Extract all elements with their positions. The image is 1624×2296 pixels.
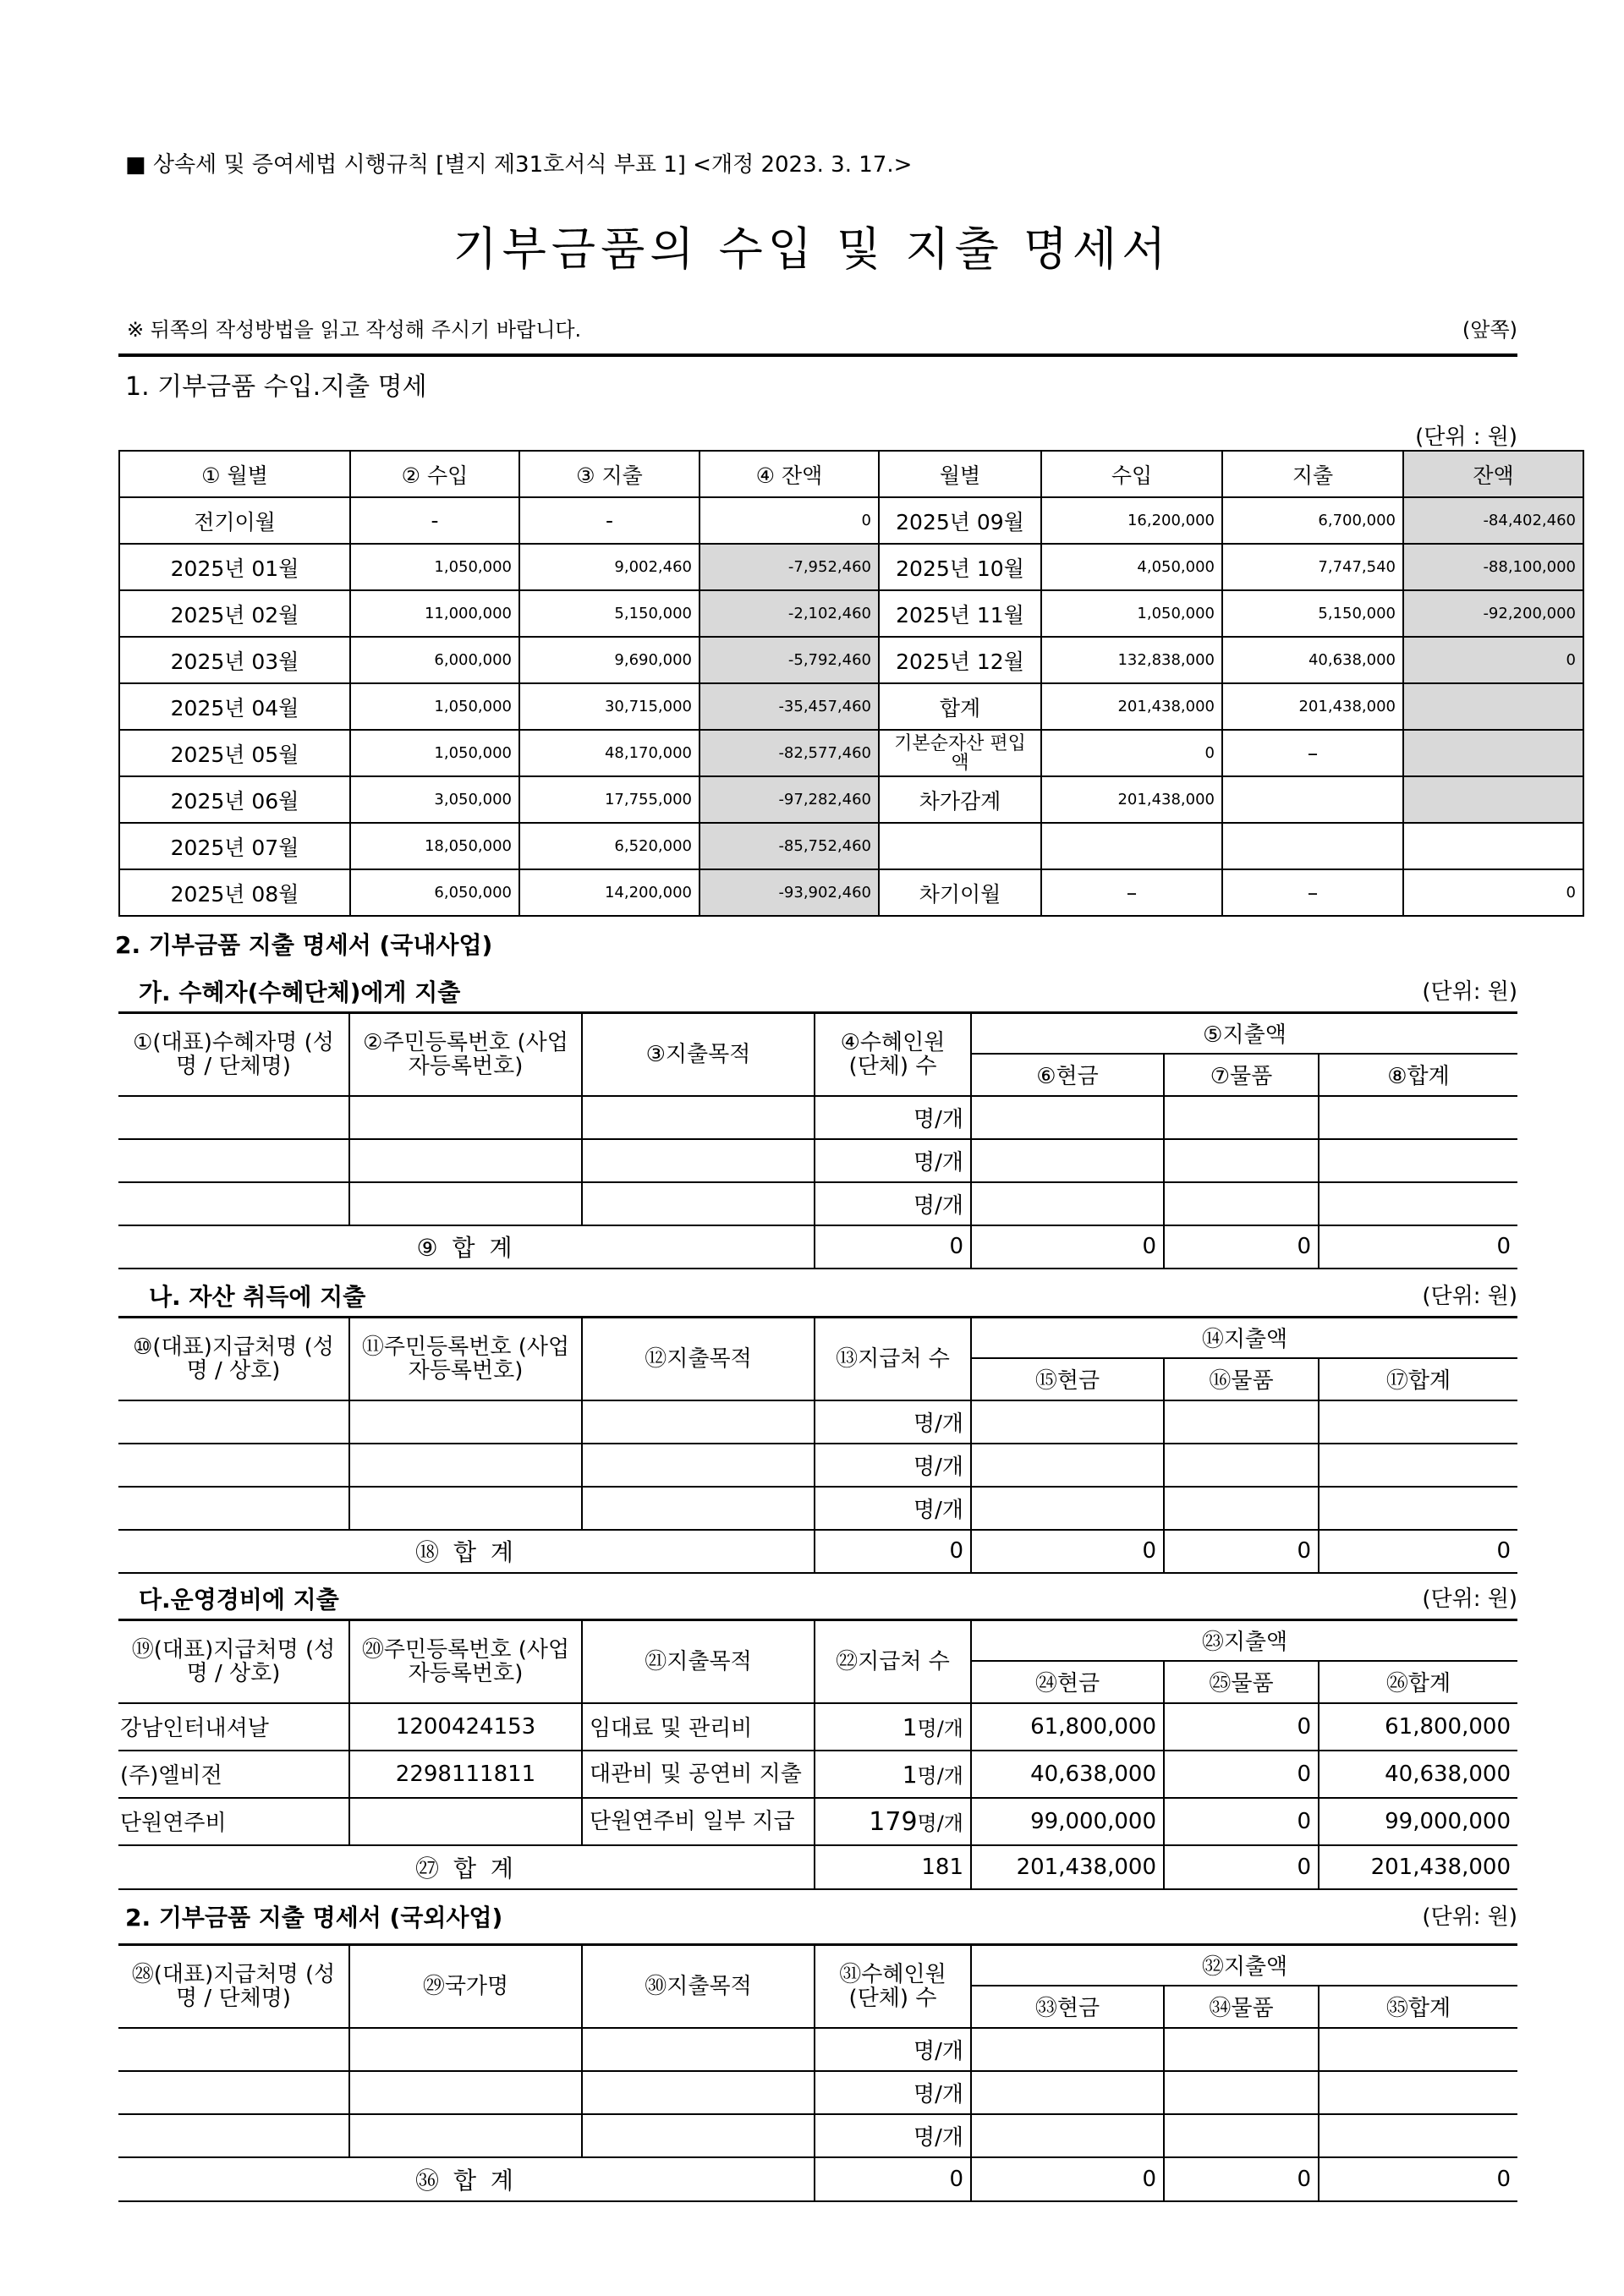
- col-total: ㉖합계: [1319, 1661, 1517, 1703]
- balance-cell: -88,100,000: [1403, 544, 1583, 590]
- income-cell: 6,000,000: [350, 637, 519, 683]
- section2-ga-heading: 가. 수혜자(수혜단체)에게 지출: [139, 978, 461, 1006]
- registration-number-cell: 2298111811: [349, 1751, 582, 1798]
- input-cell[interactable]: [349, 2028, 582, 2071]
- front-side-label: (앞쪽): [1462, 318, 1517, 342]
- sum-count: 0: [815, 1530, 971, 1573]
- month-cell: 전기이월: [119, 497, 350, 544]
- count-unit: 명/개: [917, 1717, 963, 1740]
- payee-name-cell: 강남인터내셔날: [118, 1703, 349, 1751]
- table-row: [118, 1444, 1517, 1487]
- balance-cell: -85,752,460: [700, 823, 879, 869]
- header-cell: 지출: [1222, 451, 1403, 497]
- input-cell[interactable]: [971, 1444, 1164, 1487]
- header-cell: 월별: [879, 451, 1041, 497]
- income-expense-table: [118, 450, 1584, 917]
- income-cell: 201,438,000: [1041, 683, 1222, 730]
- input-cell[interactable]: [118, 1400, 349, 1444]
- income-cell: 1,050,000: [350, 544, 519, 590]
- month-cell: 2025년 10월: [879, 544, 1041, 590]
- input-cell[interactable]: [971, 2114, 1164, 2157]
- month-cell: 2025년 02월: [119, 590, 350, 637]
- input-cell[interactable]: [1319, 1182, 1517, 1225]
- table-row: [119, 869, 1583, 916]
- input-cell[interactable]: [971, 1139, 1164, 1182]
- input-cell[interactable]: [118, 1096, 349, 1139]
- income-cell: 1,050,000: [350, 683, 519, 730]
- month-cell: 2025년 03월: [119, 637, 350, 683]
- count-value: 179: [869, 1806, 918, 1837]
- input-cell[interactable]: [349, 1096, 582, 1139]
- goods-cell: 0: [1164, 1798, 1319, 1845]
- total-cell: 61,800,000: [1319, 1703, 1517, 1751]
- input-cell[interactable]: [582, 1444, 815, 1487]
- header-rule: [118, 353, 1517, 357]
- instruction-note: ※ 뒤쪽의 작성방법을 읽고 작성해 주시기 바랍니다.: [127, 318, 582, 342]
- col-payee-name: ⑩(대표)지급처명 (성명 / 상호): [118, 1318, 349, 1400]
- col-amount: ⑤지출액: [971, 1013, 1517, 1054]
- col-amount: ㉓지출액: [971, 1620, 1517, 1661]
- total-cell: 40,638,000: [1319, 1751, 1517, 1798]
- table-row: [118, 1182, 1517, 1225]
- col-registration-number: ⑳주민등록번호 (사업자등록번호): [349, 1620, 582, 1703]
- sum-label: ⑨ 합 계: [118, 1225, 815, 1269]
- input-cell[interactable]: [582, 1096, 815, 1139]
- month-cell: 2025년 05월: [119, 730, 350, 776]
- section2-na-heading: 나. 자산 취득에 지출: [149, 1283, 366, 1311]
- unit-cell: 명/개: [815, 2114, 971, 2157]
- col-cash: ⑮현금: [971, 1358, 1164, 1400]
- balance-cell: -5,792,460: [700, 637, 879, 683]
- input-cell[interactable]: [349, 2114, 582, 2157]
- unit-cell: 명/개: [815, 1139, 971, 1182]
- header-cell: 잔액: [1403, 451, 1583, 497]
- unit-cell: 명/개: [815, 1182, 971, 1225]
- recipient-expense-table: [118, 1011, 1517, 1269]
- input-cell[interactable]: [971, 2071, 1164, 2114]
- goods-cell: 0: [1164, 1703, 1319, 1751]
- section2-ga-unit: (단위: 원): [1422, 979, 1517, 1005]
- sum-goods: 0: [1164, 1225, 1319, 1269]
- balance-cell: 0: [1403, 637, 1583, 683]
- section3-unit: (단위: 원): [1422, 1904, 1517, 1930]
- table-row: [119, 776, 1583, 823]
- sum-label: ⑱ 합 계: [118, 1530, 815, 1573]
- empty-cell: [1222, 823, 1403, 869]
- table-row: [119, 730, 1583, 776]
- purpose-cell: 대관비 및 공연비 지출: [582, 1751, 815, 1798]
- col-payee-count: ㉒지급처 수: [815, 1620, 971, 1703]
- col-purpose: ⑫지출목적: [582, 1318, 815, 1400]
- input-cell[interactable]: [1319, 1096, 1517, 1139]
- sum-label: ㊱ 합 계: [118, 2157, 815, 2201]
- input-cell[interactable]: [349, 2071, 582, 2114]
- input-cell[interactable]: [349, 1182, 582, 1225]
- income-cell: 132,838,000: [1041, 637, 1222, 683]
- table-row: [119, 544, 1583, 590]
- input-cell[interactable]: [118, 2071, 349, 2114]
- form-reference: ■ 상속세 및 증여세법 시행규칙 [별지 제31호서식 부표 1] <개정 2023. 3. 17.>: [125, 152, 913, 178]
- col-country: ㉙국가명: [349, 1945, 582, 2028]
- balance-cell: -84,402,460: [1403, 497, 1583, 544]
- section2-da-unit: (단위: 원): [1422, 1586, 1517, 1612]
- carry-forward-label-cell: 차기이월: [879, 869, 1041, 916]
- table-row: [118, 1703, 1517, 1751]
- income-cell: 1,050,000: [1041, 590, 1222, 637]
- input-cell[interactable]: [1319, 2071, 1517, 2114]
- input-cell[interactable]: [1164, 2114, 1319, 2157]
- input-cell[interactable]: [971, 1182, 1164, 1225]
- input-cell[interactable]: [118, 1139, 349, 1182]
- section2-da-heading: 다.운영경비에 지출: [139, 1586, 339, 1614]
- input-cell[interactable]: [582, 1182, 815, 1225]
- table-row: [119, 823, 1583, 869]
- input-cell[interactable]: [582, 2071, 815, 2114]
- expense-cell: [1222, 776, 1403, 823]
- section2-na-unit: (단위: 원): [1422, 1284, 1517, 1309]
- expense-cell: 30,715,000: [519, 683, 700, 730]
- col-payee-name: ㉘(대표)지급처명 (성명 / 단체명): [118, 1945, 349, 2028]
- sum-total: 0: [1319, 1530, 1517, 1573]
- col-recipient-count: ④수혜인원 (단체) 수: [815, 1013, 971, 1096]
- table-header-row: [119, 451, 1583, 497]
- empty-cell: [1041, 823, 1222, 869]
- total-label-cell: 합계: [879, 683, 1041, 730]
- income-cell: 1,050,000: [350, 730, 519, 776]
- input-cell[interactable]: [118, 1444, 349, 1487]
- col-total: ⑧합계: [1319, 1054, 1517, 1096]
- input-cell[interactable]: [971, 2028, 1164, 2071]
- input-cell[interactable]: [971, 1096, 1164, 1139]
- table-row: [119, 683, 1583, 730]
- table-row: [118, 1487, 1517, 1530]
- unit-cell: 명/개: [815, 1444, 971, 1487]
- balance-cell: -7,952,460: [700, 544, 879, 590]
- section1-heading: 1. 기부금품 수입.지출 명세: [125, 372, 427, 402]
- cash-cell: 40,638,000: [971, 1751, 1164, 1798]
- registration-number-cell: [349, 1798, 582, 1845]
- input-cell[interactable]: [1164, 1182, 1319, 1225]
- table-row: [118, 1751, 1517, 1798]
- header-cell: ② 수입: [350, 451, 519, 497]
- input-cell[interactable]: [118, 2028, 349, 2071]
- table-row: [119, 497, 1583, 544]
- input-cell[interactable]: [118, 1182, 349, 1225]
- col-recipient-count: ㉛수혜인원 (단체) 수: [815, 1945, 971, 2028]
- section1-unit: (단위 : 원): [1415, 425, 1517, 450]
- input-cell[interactable]: [349, 1400, 582, 1444]
- purpose-cell: 임대료 및 관리비: [582, 1703, 815, 1751]
- table-row: [118, 2114, 1517, 2157]
- balance-cell: 0: [700, 497, 879, 544]
- unit-cell: 명/개: [815, 1400, 971, 1444]
- balance-cell: -35,457,460: [700, 683, 879, 730]
- table-row: [118, 1798, 1517, 1845]
- balance-cell: -93,902,460: [700, 869, 879, 916]
- cash-cell: 99,000,000: [971, 1798, 1164, 1845]
- input-cell[interactable]: [1164, 1096, 1319, 1139]
- input-cell[interactable]: [582, 1400, 815, 1444]
- empty-cell: [879, 823, 1041, 869]
- month-cell: 2025년 01월: [119, 544, 350, 590]
- col-goods: ㉕물품: [1164, 1661, 1319, 1703]
- count-value: 1: [902, 1713, 918, 1741]
- income-cell: 0: [1041, 730, 1222, 776]
- net-total-label-cell: 차가감계: [879, 776, 1041, 823]
- col-purpose: ③지출목적: [582, 1013, 815, 1096]
- input-cell[interactable]: [1319, 1487, 1517, 1530]
- month-cell: 2025년 07월: [119, 823, 350, 869]
- input-cell[interactable]: [582, 2028, 815, 2071]
- col-cash: ㉔현금: [971, 1661, 1164, 1703]
- sum-goods: 0: [1164, 1530, 1319, 1573]
- input-cell[interactable]: [971, 1400, 1164, 1444]
- expense-cell: –: [1222, 730, 1403, 776]
- sum-total: 201,438,000: [1319, 1845, 1517, 1889]
- income-cell: 18,050,000: [350, 823, 519, 869]
- input-cell[interactable]: [1164, 1400, 1319, 1444]
- table-row: [119, 637, 1583, 683]
- col-payee-count: ⑬지급처 수: [815, 1318, 971, 1400]
- income-cell: 3,050,000: [350, 776, 519, 823]
- col-registration-number: ⑪주민등록번호 (사업자등록번호): [349, 1318, 582, 1400]
- income-cell: -: [350, 497, 519, 544]
- col-goods: ㉞물품: [1164, 1986, 1319, 2028]
- registration-number-cell: 1200424153: [349, 1703, 582, 1751]
- input-cell[interactable]: [1164, 1139, 1319, 1182]
- payee-name-cell: 단원연주비: [118, 1798, 349, 1845]
- balance-cell: [1403, 683, 1583, 730]
- expense-cell: 6,700,000: [1222, 497, 1403, 544]
- sum-cash: 0: [971, 1530, 1164, 1573]
- sum-row: [118, 1845, 1517, 1889]
- input-cell[interactable]: [349, 1444, 582, 1487]
- income-cell: 201,438,000: [1041, 776, 1222, 823]
- month-cell: 2025년 08월: [119, 869, 350, 916]
- balance-cell: -2,102,460: [700, 590, 879, 637]
- count-cell: [815, 1703, 971, 1751]
- expense-cell: 7,747,540: [1222, 544, 1403, 590]
- input-cell[interactable]: [1319, 1139, 1517, 1182]
- month-cell: 2025년 06월: [119, 776, 350, 823]
- count-cell: [815, 1798, 971, 1845]
- input-cell[interactable]: [582, 2114, 815, 2157]
- input-cell[interactable]: [582, 1487, 815, 1530]
- section3-heading: 2. 기부금품 지출 명세서 (국외사업): [125, 1904, 503, 1932]
- sum-count: 0: [815, 1225, 971, 1269]
- sum-cash: 0: [971, 2157, 1164, 2201]
- input-cell[interactable]: [1164, 1487, 1319, 1530]
- input-cell[interactable]: [349, 1487, 582, 1530]
- expense-cell: 40,638,000: [1222, 637, 1403, 683]
- input-cell[interactable]: [1164, 2028, 1319, 2071]
- balance-cell: -92,200,000: [1403, 590, 1583, 637]
- sum-cash: 201,438,000: [971, 1845, 1164, 1889]
- page-title: 기부금품의 수입 및 지출 명세서: [453, 222, 1171, 276]
- sum-total: 0: [1319, 1225, 1517, 1269]
- sum-count: 181: [815, 1845, 971, 1889]
- expense-cell: 48,170,000: [519, 730, 700, 776]
- income-cell: 11,000,000: [350, 590, 519, 637]
- expense-cell: 17,755,000: [519, 776, 700, 823]
- input-cell[interactable]: [1319, 1444, 1517, 1487]
- input-cell[interactable]: [1319, 1400, 1517, 1444]
- count-value: 1: [902, 1761, 918, 1789]
- purpose-cell: 단원연주비 일부 지급: [582, 1798, 815, 1845]
- income-cell: 4,050,000: [1041, 544, 1222, 590]
- total-cell: 99,000,000: [1319, 1798, 1517, 1845]
- col-goods: ⑯물품: [1164, 1358, 1319, 1400]
- expense-cell: -: [519, 497, 700, 544]
- col-payee-name: ⑲(대표)지급처명 (성명 / 상호): [118, 1620, 349, 1703]
- unit-cell: 명/개: [815, 2071, 971, 2114]
- count-unit: 명/개: [917, 1764, 963, 1788]
- expense-cell: 201,438,000: [1222, 683, 1403, 730]
- col-purpose: ㉑지출목적: [582, 1620, 815, 1703]
- input-cell[interactable]: [582, 1139, 815, 1182]
- sum-row: [118, 2157, 1517, 2201]
- header-cell: 수입: [1041, 451, 1222, 497]
- col-amount: ⑭지출액: [971, 1318, 1517, 1358]
- expense-cell: 5,150,000: [1222, 590, 1403, 637]
- col-registration-number: ②주민등록번호 (사업자등록번호): [349, 1013, 582, 1096]
- unit-cell: 명/개: [815, 2028, 971, 2071]
- expense-cell: 9,002,460: [519, 544, 700, 590]
- expense-cell: 5,150,000: [519, 590, 700, 637]
- col-amount: ㉜지출액: [971, 1945, 1517, 1986]
- sum-total: 0: [1319, 2157, 1517, 2201]
- expense-cell: 14,200,000: [519, 869, 700, 916]
- input-cell[interactable]: [349, 1139, 582, 1182]
- empty-cell: [1403, 823, 1583, 869]
- balance-cell: -97,282,460: [700, 776, 879, 823]
- month-cell: 2025년 04월: [119, 683, 350, 730]
- input-cell[interactable]: [1319, 2028, 1517, 2071]
- input-cell[interactable]: [1164, 1444, 1319, 1487]
- month-cell: 2025년 09월: [879, 497, 1041, 544]
- sum-count: 0: [815, 2157, 971, 2201]
- balance-cell: [1403, 776, 1583, 823]
- col-cash: ㉝현금: [971, 1986, 1164, 2028]
- operating-expense-table: [118, 1619, 1517, 1890]
- sum-goods: 0: [1164, 1845, 1319, 1889]
- table-row: [118, 2028, 1517, 2071]
- col-goods: ⑦물품: [1164, 1054, 1319, 1096]
- header-cell: ① 월별: [119, 451, 350, 497]
- header-cell: ④ 잔액: [700, 451, 879, 497]
- section2-heading: 2. 기부금품 지출 명세서 (국내사업): [115, 931, 493, 959]
- sum-row: [118, 1530, 1517, 1573]
- sum-cash: 0: [971, 1225, 1164, 1269]
- payee-name-cell: (주)엘비전: [118, 1751, 349, 1798]
- table-row: [118, 1400, 1517, 1444]
- table-row: [118, 1096, 1517, 1139]
- income-cell: 16,200,000: [1041, 497, 1222, 544]
- sum-goods: 0: [1164, 2157, 1319, 2201]
- input-cell[interactable]: [118, 2114, 349, 2157]
- net-asset-label-cell: 기본순자산 편입액: [879, 730, 1041, 776]
- col-total: ⑰합계: [1319, 1358, 1517, 1400]
- sum-row: [118, 1225, 1517, 1269]
- income-cell: 6,050,000: [350, 869, 519, 916]
- unit-cell: 명/개: [815, 1096, 971, 1139]
- month-cell: 2025년 12월: [879, 637, 1041, 683]
- balance-cell: 0: [1403, 869, 1583, 916]
- col-recipient-name: ①(대표)수혜자명 (성명 / 단체명): [118, 1013, 349, 1096]
- input-cell[interactable]: [1164, 2071, 1319, 2114]
- income-cell: –: [1041, 869, 1222, 916]
- input-cell[interactable]: [118, 1487, 349, 1530]
- month-cell: 2025년 11월: [879, 590, 1041, 637]
- expense-cell: 9,690,000: [519, 637, 700, 683]
- overseas-expense-table: [118, 1943, 1517, 2202]
- table-row: [119, 590, 1583, 637]
- cash-cell: 61,800,000: [971, 1703, 1164, 1751]
- col-cash: ⑥현금: [971, 1054, 1164, 1096]
- table-row: [118, 1139, 1517, 1182]
- asset-expense-table: [118, 1316, 1517, 1574]
- goods-cell: 0: [1164, 1751, 1319, 1798]
- col-purpose: ㉚지출목적: [582, 1945, 815, 2028]
- count-cell: [815, 1751, 971, 1798]
- unit-cell: 명/개: [815, 1487, 971, 1530]
- balance-cell: [1403, 730, 1583, 776]
- sum-label: ㉗ 합 계: [118, 1845, 815, 1889]
- expense-cell: –: [1222, 869, 1403, 916]
- col-total: ㉟합계: [1319, 1986, 1517, 2028]
- input-cell[interactable]: [971, 1487, 1164, 1530]
- expense-cell: 6,520,000: [519, 823, 700, 869]
- count-unit: 명/개: [917, 1811, 963, 1835]
- table-row: [118, 2071, 1517, 2114]
- header-cell: ③ 지출: [519, 451, 700, 497]
- balance-cell: -82,577,460: [700, 730, 879, 776]
- input-cell[interactable]: [1319, 2114, 1517, 2157]
